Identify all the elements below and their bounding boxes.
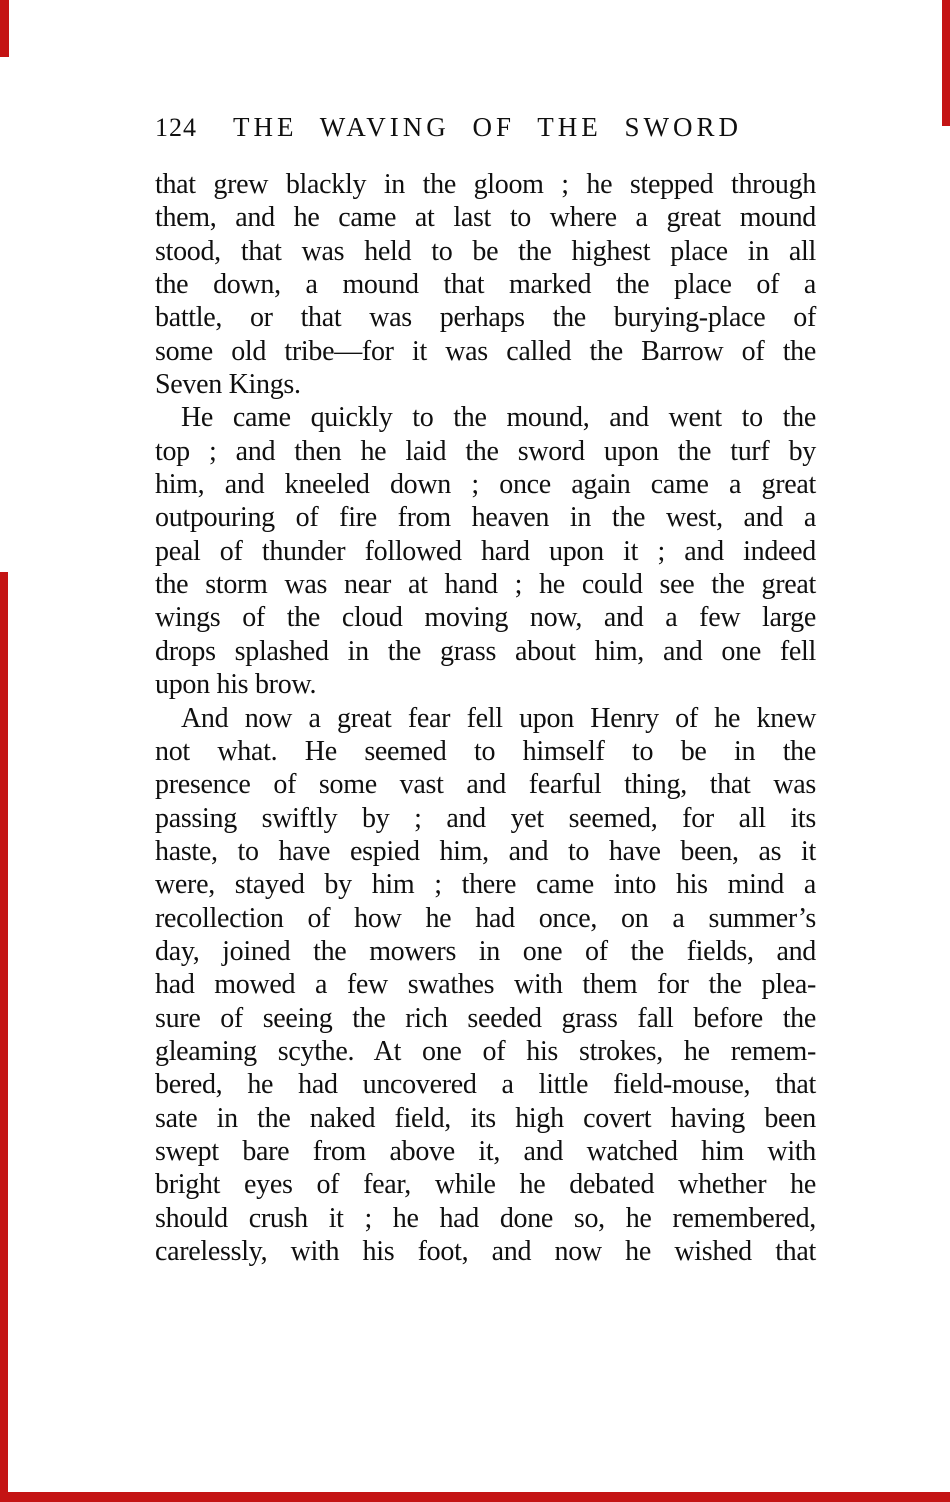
text-line: top ; and then he laid the sword upon the turf by xyxy=(155,435,816,467)
text-line: were, stayed by him ; there came into his mind a xyxy=(155,869,816,901)
scan-edge-mark-top-right xyxy=(942,0,950,126)
text-line: bered, he had uncovered a little field-mouse, that xyxy=(155,1069,816,1101)
text-line: him, and kneeled down ; once again came a great xyxy=(155,469,816,501)
text-line: day, joined the mowers in one of the fields, and xyxy=(155,935,816,967)
text-line: battle, or that was perhaps the burying-place of xyxy=(155,302,816,334)
text-line: presence of some vast and fearful thing, that was xyxy=(155,769,816,801)
text-line: upon his brow. xyxy=(155,669,317,701)
text-line: sure of seeing the rich seeded grass fall before the xyxy=(155,1002,816,1034)
text-line: peal of thunder followed hard upon it ; and indeed xyxy=(155,535,816,567)
text-line: outpouring of fire from heaven in the west, and a xyxy=(155,502,816,534)
text-line: had mowed a few swathes with them for the plea- xyxy=(155,969,816,1001)
text-line: wings of the cloud moving now, and a few large xyxy=(155,602,816,634)
paragraph xyxy=(155,702,816,1269)
text-line: should crush it ; he had done so, he remembered, xyxy=(155,1202,816,1234)
text-line: stood, that was held to be the highest place in all xyxy=(155,235,816,267)
text-line: swept bare from above it, and watched him with xyxy=(155,1135,816,1167)
scan-edge-mark-left xyxy=(0,572,8,1502)
text-line: carelessly, with his foot, and now he wished that xyxy=(155,1236,816,1267)
text-line: the storm was near at hand ; he could see the great xyxy=(155,569,816,601)
text-line: not what. He seemed to himself to be in the xyxy=(155,735,816,767)
text-line: recollection of how he had once, on a summer’s xyxy=(155,902,816,934)
text-line: bright eyes of fear, while he debated whether he xyxy=(155,1169,816,1201)
text-line: sate in the naked field, its high covert having been xyxy=(155,1102,816,1134)
scan-edge-mark-bottom xyxy=(0,1492,950,1502)
text-line: Seven Kings. xyxy=(155,369,301,401)
text-line: the down, a mound that marked the place of a xyxy=(155,269,816,301)
text-body xyxy=(155,168,816,1268)
text-line: drops splashed in the grass about him, and one fell xyxy=(155,635,816,667)
text-line: haste, to have espied him, and to have been, as it xyxy=(155,835,816,867)
paragraph xyxy=(155,168,816,401)
paragraph xyxy=(155,401,816,701)
chapter-title: THE WAVING OF THE SWORD xyxy=(233,112,743,142)
text-line: them, and he came at last to where a great mound xyxy=(155,202,816,234)
text-line: some old tribe—for it was called the Barrow of the xyxy=(155,335,816,367)
scan-edge-mark-top-left xyxy=(0,0,9,57)
page-number: 124 xyxy=(155,113,197,142)
text-line: passing swiftly by ; and yet seemed, for all its xyxy=(155,802,816,834)
text-line: He came quickly to the mound, and went to the xyxy=(181,402,816,434)
running-head xyxy=(155,112,742,143)
text-line: that grew blackly in the gloom ; he stepped through xyxy=(155,169,816,200)
text-line: gleaming scythe. At one of his strokes, he remem- xyxy=(155,1035,816,1067)
text-line: And now a great fear fell upon Henry of he knew xyxy=(181,702,816,734)
